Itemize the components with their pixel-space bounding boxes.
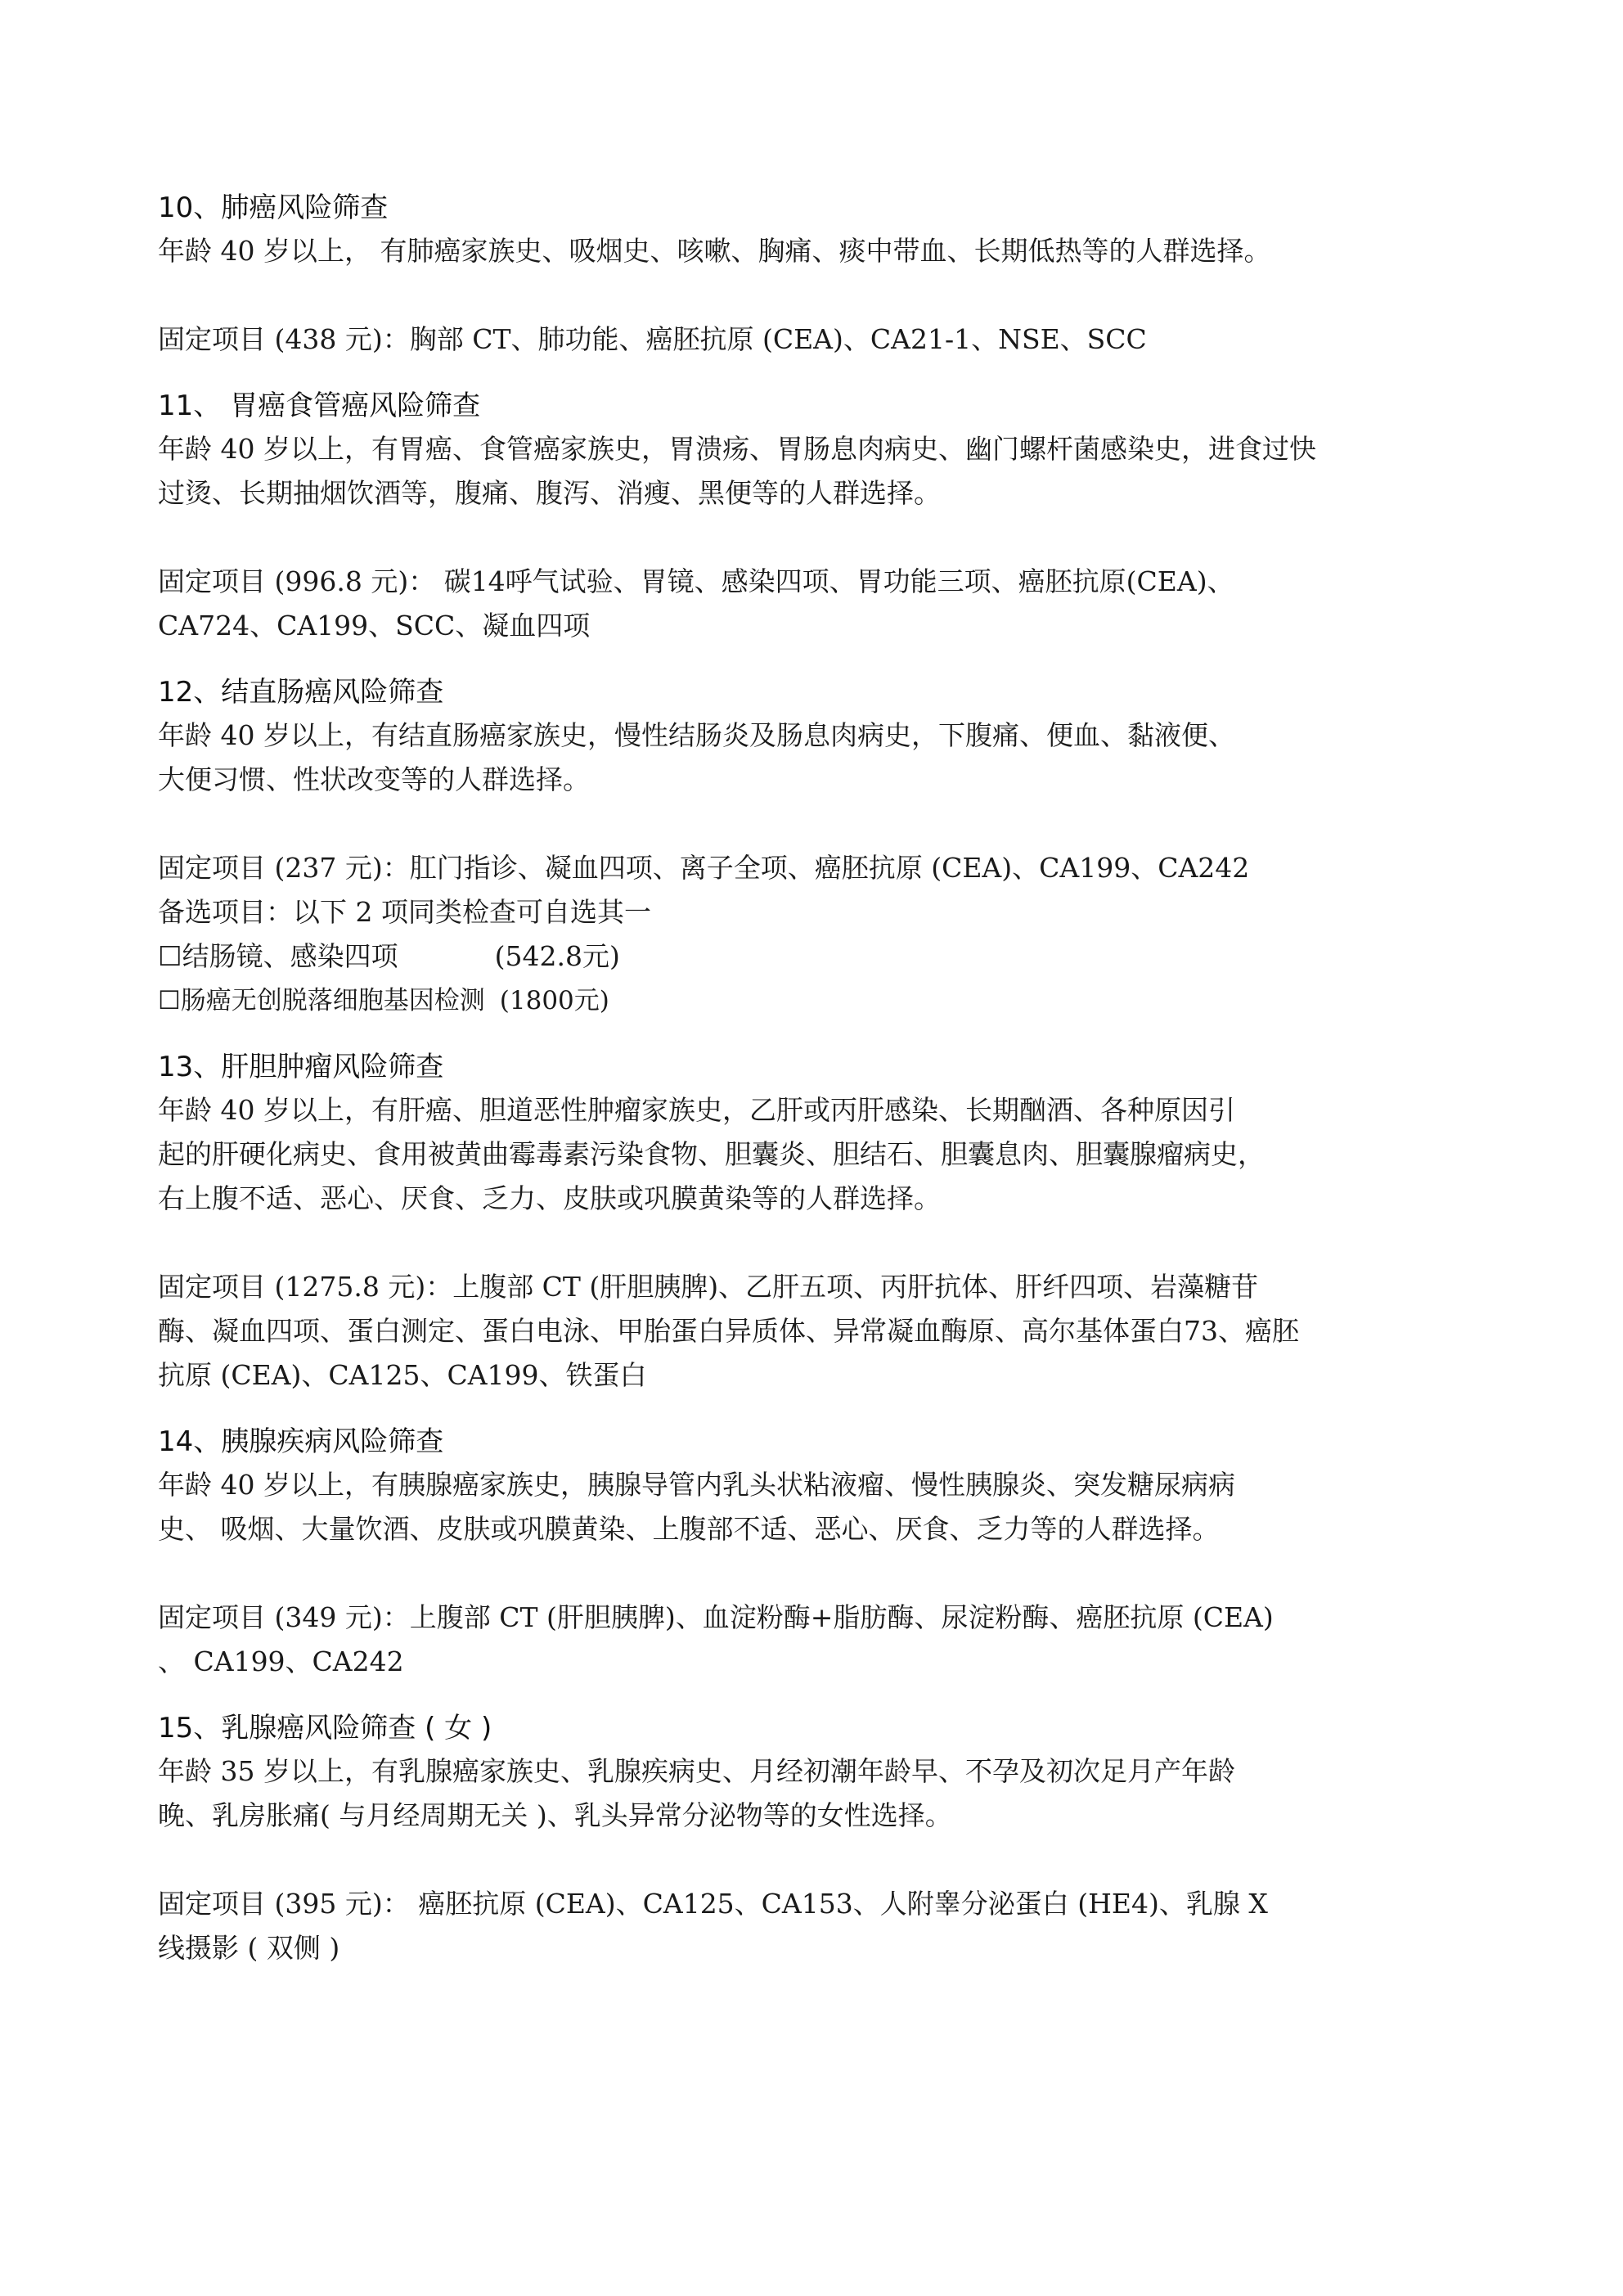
section-heading: 15、乳腺癌风险筛查 ( 女 ) (158, 1712, 492, 1745)
section-colorectal-cancer (158, 671, 1499, 1023)
section-description: 年龄 40 岁以上，有胃癌、食管癌家族史，胃溃疡、胃肠息肉病史、幽门螺杆菌感染史，进食过快 (158, 433, 1316, 465)
document-page (158, 187, 1499, 1970)
fixed-items: 固定项目 (237 元)：肛门指诊、凝血四项、离子全项、癌胚抗原 (CEA)、CA199、CA242 (158, 852, 1250, 884)
section-description: 史、 吸烟、大量饮酒、皮肤或巩膜黄染、上腹部不适、恶心、厌食、乏力等的人群选择。 (158, 1513, 1220, 1545)
section-lung-cancer (158, 187, 1499, 362)
section-description: 大便习惯、性状改变等的人群选择。 (158, 763, 590, 795)
fixed-items: 固定项目 (438 元)：胸部 CT、肺功能、癌胚抗原 (CEA)、CA21-1、NSE、SCC (158, 323, 1147, 355)
section-heading: 14、胰腺疾病风险筛查 (158, 1425, 444, 1458)
section-description: 年龄 40 岁以上，有结直肠癌家族史，慢性结肠炎及肠息肉病史，下腹痛、便血、黏液便、 (158, 719, 1235, 751)
option-price: (1800元) (499, 986, 609, 1015)
section-pancreatic-disease (158, 1420, 1499, 1684)
section-heading: 10、肺癌风险筛查 (158, 191, 389, 224)
optional-items-intro: 备选项目：以下 2 项同类检查可自选其一 (158, 896, 651, 928)
checkbox-icon[interactable]: ☐ (158, 940, 182, 972)
fixed-items: 、 CA199、CA242 (158, 1645, 404, 1677)
option-colonoscopy[interactable] (158, 934, 1499, 979)
section-heading: 11、 胃癌食管癌风险筛查 (158, 389, 481, 422)
section-description: 过烫、长期抽烟饮酒等，腹痛、腹泻、消瘦、黑便等的人群选择。 (158, 477, 941, 509)
checkbox-icon[interactable]: ☐ (158, 986, 181, 1015)
fixed-items: 酶、凝血四项、蛋白测定、蛋白电泳、甲胎蛋白异质体、异常凝血酶原、高尔基体蛋白73、癌胚 (158, 1315, 1299, 1347)
section-description: 年龄 35 岁以上，有乳腺癌家族史、乳腺疾病史、月经初潮年龄早、不孕及初次足月产年龄 (158, 1755, 1235, 1787)
section-description: 右上腹不适、恶心、厌食、乏力、皮肤或巩膜黄染等的人群选择。 (158, 1182, 941, 1214)
option-gene-test[interactable] (158, 979, 1499, 1023)
section-description: 年龄 40 岁以上，有胰腺癌家族史，胰腺导管内乳头状粘液瘤、慢性胰腺炎、突发糖尿病病 (158, 1469, 1235, 1501)
option-price: (542.8元) (494, 940, 620, 972)
fixed-items: 固定项目 (1275.8 元)：上腹部 CT (肝胆胰脾)、乙肝五项、丙肝抗体、肝纤四项、岩藻糖苷 (158, 1271, 1259, 1303)
fixed-items: 固定项目 (395 元)： 癌胚抗原 (CEA)、CA125、CA153、人附睾分泌蛋白 (HE4)、乳腺 X (158, 1888, 1268, 1920)
section-breast-cancer (158, 1707, 1499, 1970)
section-hepatobiliary-tumor (158, 1046, 1499, 1398)
section-description: 晚、乳房胀痛( 与月经周期无关 )、乳头异常分泌物等的女性选择。 (158, 1799, 952, 1831)
section-heading: 12、结直肠癌风险筛查 (158, 676, 444, 709)
option-label: 肠癌无创脱落细胞基因检测 (180, 986, 485, 1015)
fixed-items: 线摄影 ( 双侧 ) (158, 1932, 340, 1964)
fixed-items: CA724、CA199、SCC、凝血四项 (158, 610, 591, 642)
section-gastric-esophageal-cancer (158, 385, 1499, 648)
fixed-items: 抗原 (CEA)、CA125、CA199、铁蛋白 (158, 1359, 647, 1391)
section-heading: 13、肝胆肿瘤风险筛查 (158, 1051, 444, 1083)
option-label: 结肠镜、感染四项 (182, 940, 398, 972)
section-description: 起的肝硬化病史、食用被黄曲霉毒素污染食物、胆囊炎、胆结石、胆囊息肉、胆囊腺瘤病史， (158, 1138, 1265, 1170)
section-description: 年龄 40 岁以上， 有肺癌家族史、吸烟史、咳嗽、胸痛、痰中带血、长期低热等的人群选择。 (158, 235, 1271, 267)
fixed-items: 固定项目 (996.8 元)： 碳14呼气试验、胃镜、感染四项、胃功能三项、癌胚抗原(CEA)、 (158, 565, 1234, 597)
fixed-items: 固定项目 (349 元)：上腹部 CT (肝胆胰脾)、血淀粉酶+脂肪酶、尿淀粉酶、癌胚抗原 (CEA) (158, 1601, 1274, 1633)
section-description: 年龄 40 岁以上，有肝癌、胆道恶性肿瘤家族史，乙肝或丙肝感染、长期酗酒、各种原因引 (158, 1094, 1235, 1126)
